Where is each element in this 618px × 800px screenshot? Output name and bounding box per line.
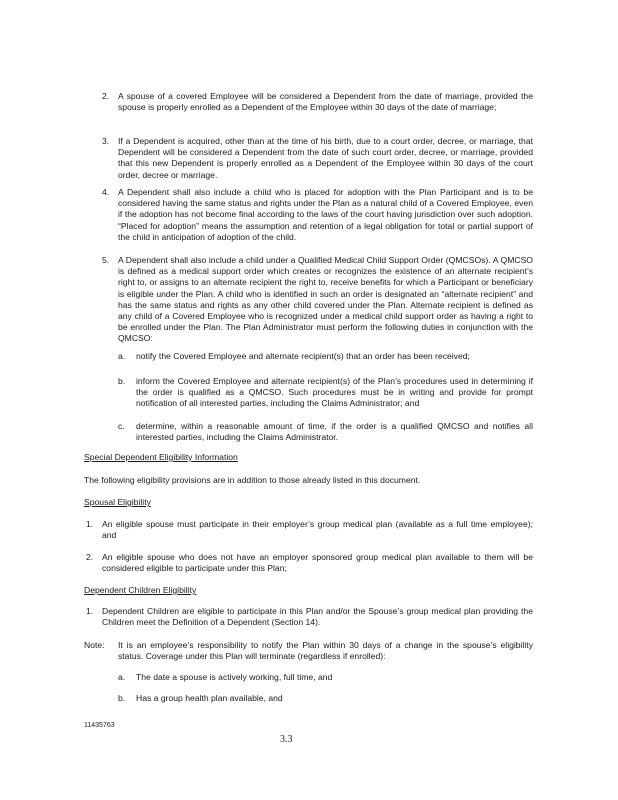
section-heading: Special Dependent Eligibility Information [84, 452, 238, 462]
item-text: A Dependent shall also include a child under a Qualified Medical Child Support Order (QMCSOs). A QMCSO is defined as a medical support order which creates or recognizes the existence of an alternate recipient’s right to, or assigns to an alternate recipient the right to, receive benefits for which a Participant or beneficiary is eligible under the Plan. A child who is identified in such an order is designated an “alternate recipient” and has the same status and rights as any other child covered under the Plan. Alternate recipient is defined as any child of a Covered Employee who is recognized under a medical child support order as having a right to be enrolled under the Plan. The Plan Administrator must perform the following duties in conjunction with the QMCSO: [118, 255, 533, 344]
item-number: 3. [102, 136, 110, 146]
sub-item-letter: c. [118, 421, 125, 431]
sub-item-text: notify the Covered Employee and alternate recipient(s) that an order has been received; [136, 351, 470, 361]
page-number: 3.3 [280, 734, 293, 745]
note-item-text: Has a group health plan available, and [136, 693, 283, 703]
item-number: 4. [102, 187, 110, 197]
section-intro: The following eligibility provisions are in addition to those already listed in this document. [84, 475, 421, 485]
item-text: If a Dependent is acquired, other than at the time of his birth, due to a court order, decree, or marriage, that Dependent will be considered a Dependent from the date of such court order, decree, or marriage, provided that this new Dependent is properly enrolled as a Dependent of the Employee within 30 days of the court order, decree or marriage. [118, 136, 533, 180]
sub-item-letter: b. [118, 376, 126, 386]
item-number: 5. [102, 255, 110, 265]
note-text: It is an employee’s responsibility to notify the Plan within 30 days of a change in the spouse’s eligibility status. Coverage under this Plan will terminate (regardless if enrolled): [118, 640, 533, 662]
item-number: 1. [86, 519, 94, 529]
note-item-text: The date a spouse is actively working, full time, and [136, 672, 333, 682]
sub-item-letter: a. [118, 351, 126, 361]
sub-item-text: inform the Covered Employee and alternate recipient(s) of the Plan’s procedures used in determining if the order is qualified as a QMCSO. Such procedures must be in writing and provide for prompt notification of all interested parties, including the Claims Administrator; and [136, 376, 533, 409]
sub-item-text: determine, within a reasonable amount of time, if the order is a qualified QMCSO and notifies all interested parties, including the Claims Administrator. [136, 421, 533, 443]
item-text: Dependent Children are eligible to participate in this Plan and/or the Spouse’s group medical plan providing the Children meet the Definition of a Dependent (Section 14). [102, 606, 533, 628]
item-number: 1. [86, 606, 94, 616]
item-text: An eligible spouse must participate in their employer’s group medical plan (available as a full time employee); and [102, 519, 533, 541]
note-label: Note: [84, 640, 105, 650]
item-text: A spouse of a covered Employee will be considered a Dependent from the date of marriage, provided the spouse is properly enrolled as a Dependent of the Employee within 30 days of the date of marriage; [118, 91, 533, 113]
item-text: A Dependent shall also include a child who is placed for adoption with the Plan Participant and is to be considered having the same status and rights under the Plan as a natural child of a Covered Employee, even if the adoption has not become final according to the laws of the court having jurisdiction over such adoption. “Placed for adoption” means the assumption and retention of a legal obligation for total or partial support of the child in anticipation of adoption of the child. [118, 187, 533, 242]
document-id: 11435763 [84, 722, 115, 729]
subsection-heading-children: Dependent Children Eligibility [84, 585, 197, 595]
item-text: An eligible spouse who does not have an employer sponsored group medical plan available to them will be considered eligible to participate under this Plan; [102, 552, 533, 574]
note-item-letter: a. [118, 672, 126, 682]
item-number: 2. [102, 91, 110, 101]
note-item-letter: b. [118, 693, 126, 703]
item-number: 2. [86, 552, 94, 562]
subsection-heading-spousal: Spousal Eligibility [84, 497, 151, 507]
